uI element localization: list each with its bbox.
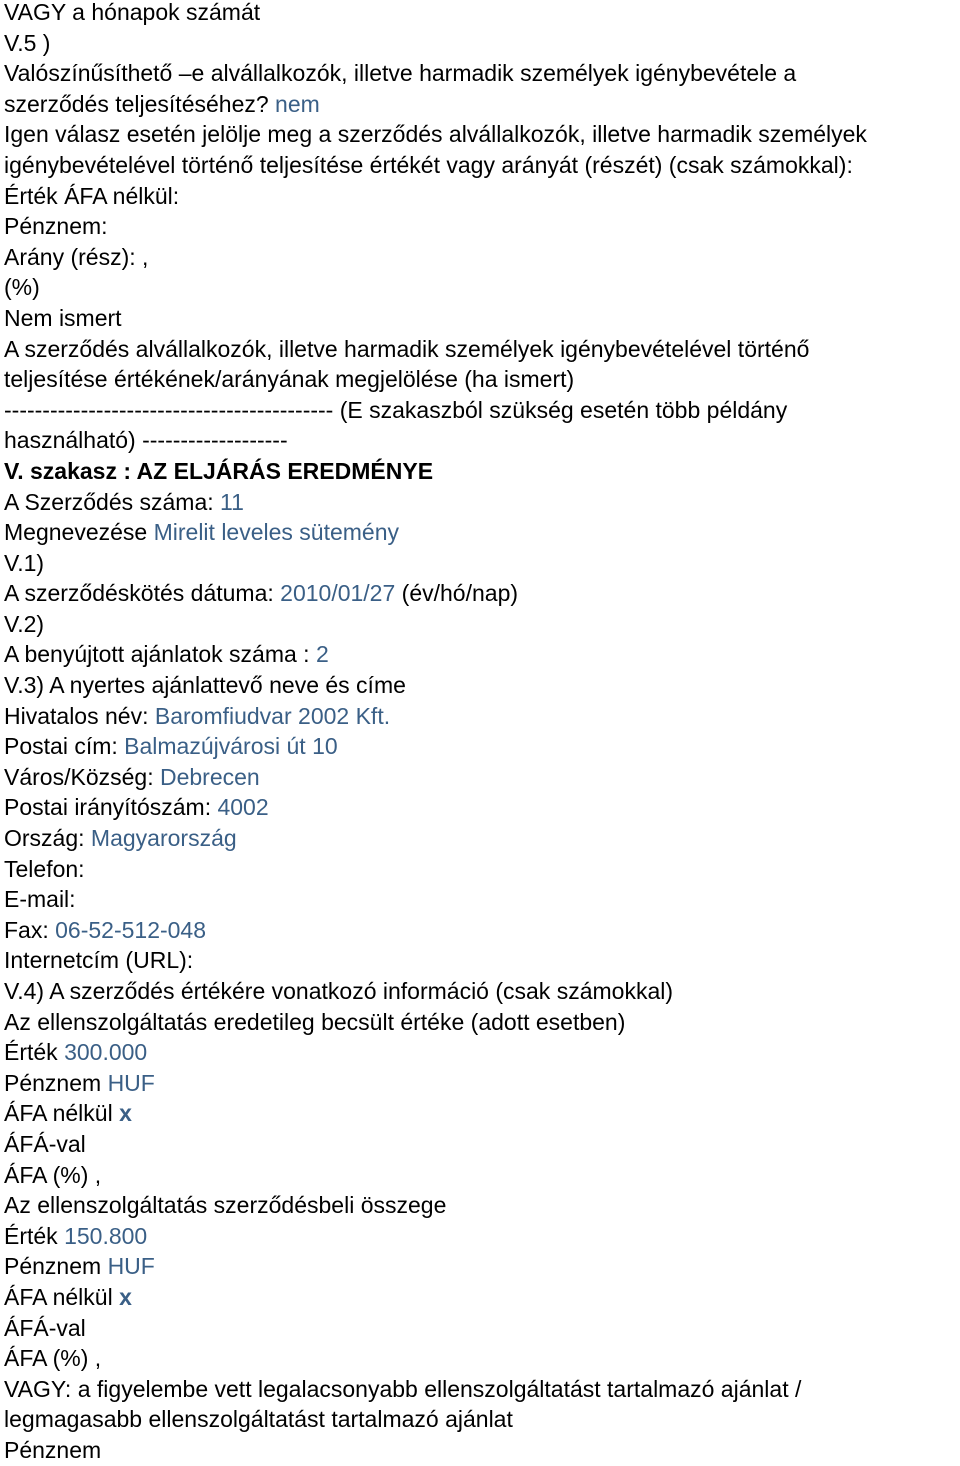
contract-value-label: Érték: [4, 1222, 65, 1249]
months-or-label: VAGY a hónapok számát: [4, 0, 261, 25]
final-currency-label: Pénznem: [4, 1436, 102, 1463]
line-separator-note-cont: [4, 425, 952, 456]
line-months-or: [4, 0, 952, 28]
line-section-v-heading: [4, 456, 952, 487]
line-section-v3: [4, 670, 952, 701]
line-not-known: [4, 303, 952, 334]
line-phone: [4, 854, 952, 885]
subcontractor-question-label: Valószínűsíthető –e alvállalkozók, illetve harmadik személyek igénybevétele a: [4, 60, 797, 87]
estimated-currency-value: HUF: [107, 1069, 155, 1096]
line-subcontract-description: [4, 334, 952, 365]
subcontractor-instruction-cont-label: igénybevételével történő teljesítése értékét vagy arányát (részét) (csak számokkal):: [4, 151, 853, 178]
fax-label: Fax:: [4, 916, 56, 943]
line-estimated-value: [4, 1037, 952, 1068]
contract-date-label: A szerződéskötés dátuma:: [4, 580, 281, 607]
fax-value: 06-52-512-048: [55, 916, 207, 943]
line-value-without-vat: [4, 181, 952, 212]
official-name-label: Hivatalos név:: [4, 702, 155, 729]
line-estimated-vat-percent: [4, 1160, 952, 1191]
estimated-vat-percent-label: ÁFA (%) ,: [4, 1161, 102, 1188]
estimated-currency-label: Pénznem: [4, 1069, 108, 1096]
lowest-highest-offer-label: VAGY: a figyelembe vett legalacsonyabb ellenszolgáltatást tartalmazó ajánlat /: [4, 1375, 802, 1402]
line-postal-address: [4, 731, 952, 762]
contract-without-vat-value: x: [119, 1283, 132, 1310]
line-contract-value: [4, 1221, 952, 1252]
country-value: Magyarország: [90, 825, 237, 852]
contract-value-heading-label: Az ellenszolgáltatás szerződésbeli összege: [4, 1192, 447, 1219]
section-v-heading-label: V. szakasz : AZ ELJÁRÁS EREDMÉNYE: [4, 457, 434, 484]
offers-count-label: A benyújtott ajánlatok száma :: [4, 641, 316, 668]
currency-empty-label: Pénznem:: [4, 213, 108, 240]
line-section-v4: [4, 976, 952, 1007]
estimated-value-label: Érték: [4, 1039, 65, 1066]
contract-value-value: 150.800: [64, 1222, 148, 1249]
contract-without-vat-label: ÁFA nélkül: [4, 1283, 120, 1310]
line-estimated-value-heading: [4, 1007, 952, 1038]
postal-address-label: Postai cím:: [4, 733, 125, 760]
contract-title-label: Megnevezése: [4, 519, 154, 546]
postal-code-value: 4002: [217, 794, 269, 821]
city-value: Debrecen: [159, 763, 260, 790]
email-label: E-mail:: [4, 886, 76, 913]
line-estimated-currency: [4, 1068, 952, 1099]
line-subcontractor-question: [4, 58, 952, 89]
line-lowest-highest-offer-cont: [4, 1404, 952, 1435]
official-name-value: Baromfiudvar 2002 Kft.: [154, 702, 391, 729]
line-contract-without-vat: [4, 1282, 952, 1313]
subcontractor-instruction-label: Igen válasz esetén jelölje meg a szerződés alvállalkozók, illetve harmadik személyek: [4, 121, 867, 148]
percent-label: (%): [4, 274, 40, 301]
subcontract-description-cont-label: teljesítése értékének/arányának megjelölése (ha ismert): [4, 366, 575, 393]
subcontract-description-label: A szerződés alvállalkozók, illetve harmadik személyek igénybevételével történő: [4, 335, 810, 362]
line-postal-code: [4, 792, 952, 823]
country-label: Ország:: [4, 825, 91, 852]
contract-date-value: 2010/01/27: [280, 580, 396, 607]
contract-number-label: A Szerződés száma:: [4, 488, 221, 515]
offers-count-value: 2: [315, 641, 329, 668]
phone-label: Telefon:: [4, 855, 85, 882]
line-subcontract-description-cont: [4, 364, 952, 395]
line-estimated-with-vat: [4, 1129, 952, 1160]
lowest-highest-offer-cont-label: legmagasabb ellenszolgáltatást tartalmazó ajánlat: [4, 1406, 513, 1433]
line-contract-number: [4, 487, 952, 518]
line-subcontractor-question-cont: [4, 89, 952, 120]
estimated-value-heading-label: Az ellenszolgáltatás eredetileg becsült értéke (adott esetben): [4, 1008, 626, 1035]
estimated-with-vat-label: ÁFÁ-val: [4, 1130, 86, 1157]
line-official-name: [4, 701, 952, 732]
line-email: [4, 884, 952, 915]
section-v1-label: V.1): [4, 549, 45, 576]
contract-with-vat-label: ÁFÁ-val: [4, 1314, 86, 1341]
estimated-without-vat-value: x: [119, 1100, 132, 1127]
estimated-without-vat-label: ÁFA nélkül: [4, 1100, 120, 1127]
line-country: [4, 823, 952, 854]
postal-code-label: Postai irányítószám:: [4, 794, 218, 821]
line-section-v2: [4, 609, 952, 640]
line-contract-vat-percent: [4, 1343, 952, 1374]
line-subcontractor-instruction-cont: [4, 150, 952, 181]
line-fax: [4, 915, 952, 946]
line-ratio-part: [4, 242, 952, 273]
ratio-part-label: Arány (rész): ,: [4, 243, 149, 270]
line-contract-currency: [4, 1251, 952, 1282]
contract-date-suffix: (év/hó/nap): [395, 580, 519, 607]
not-known-label: Nem ismert: [4, 304, 122, 331]
section-v2-label: V.2): [4, 610, 45, 637]
line-subcontractor-instruction: [4, 119, 952, 150]
line-website: [4, 945, 952, 976]
city-label: Város/Község:: [4, 763, 160, 790]
section-v3-label: V.3) A nyertes ajánlattevő neve és címe: [4, 672, 406, 699]
line-separator-note: [4, 395, 952, 426]
line-city: [4, 762, 952, 793]
section-v5-label: V.5 ): [4, 29, 51, 56]
line-section-v1: [4, 548, 952, 579]
line-percent: [4, 272, 952, 303]
line-offers-count: [4, 639, 952, 670]
line-contract-title: [4, 517, 952, 548]
estimated-value-value: 300.000: [64, 1039, 148, 1066]
line-section-v5: [4, 28, 952, 59]
line-contract-value-heading: [4, 1190, 952, 1221]
contract-currency-label: Pénznem: [4, 1253, 108, 1280]
line-lowest-highest-offer: [4, 1374, 952, 1405]
value-without-vat-label: Érték ÁFA nélkül:: [4, 182, 180, 209]
contract-vat-percent-label: ÁFA (%) ,: [4, 1345, 102, 1372]
postal-address-value: Balmazújvárosi út 10: [124, 733, 338, 760]
subcontractor-question-cont-label: szerződés teljesítéséhez?: [4, 90, 276, 117]
line-currency-empty: [4, 211, 952, 242]
section-v4-label: V.4) A szerződés értékére vonatkozó információ (csak számokkal): [4, 978, 673, 1004]
website-label: Internetcím (URL):: [4, 947, 194, 974]
subcontractor-question-cont-value: nem: [275, 90, 320, 117]
line-estimated-without-vat: [4, 1098, 952, 1129]
contract-currency-value: HUF: [107, 1253, 155, 1280]
line-contract-with-vat: [4, 1313, 952, 1344]
line-final-currency: [4, 1435, 952, 1466]
separator-note-cont-label: használható) -------------------: [4, 427, 288, 454]
contract-title-value: Mirelit leveles sütemény: [153, 519, 400, 546]
contract-number-value: 11: [220, 488, 244, 515]
separator-note-label: ------------------------------------------- (E szakaszból szükség esetén több példány: [4, 396, 788, 423]
line-contract-date: [4, 578, 952, 609]
